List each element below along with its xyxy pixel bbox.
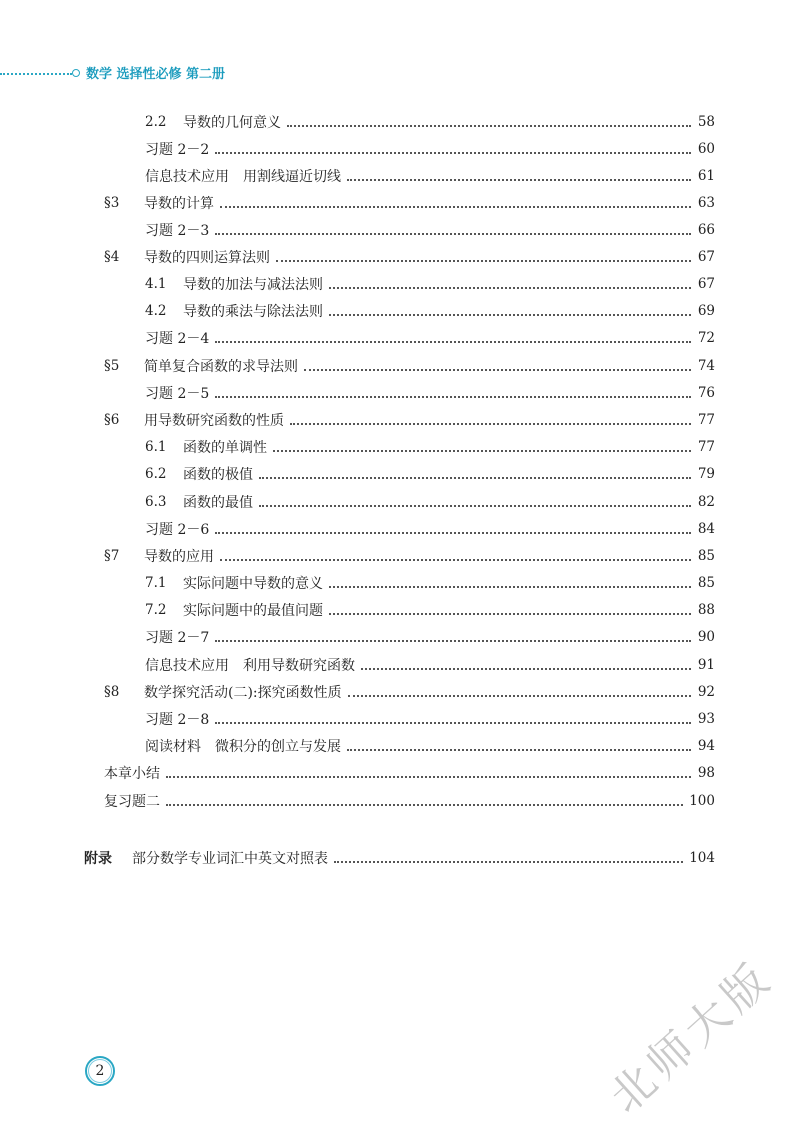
toc-entry-page: 67 (697, 276, 715, 292)
toc-entry[interactable] (104, 355, 715, 377)
toc-entry-page: 66 (697, 222, 715, 238)
toc-entry-number: §3 (104, 195, 120, 211)
toc-entry-title: 导数的加法与减法法则 (183, 277, 323, 293)
toc-entry-title: 导数的几何意义 (183, 115, 281, 131)
leader-dots (273, 450, 691, 452)
toc-entry-page: 100 (689, 793, 715, 809)
toc-entry-number: §8 (104, 684, 120, 700)
leader-dots (259, 477, 691, 479)
toc-entry-page: 60 (697, 141, 715, 157)
toc-entry[interactable] (145, 572, 715, 594)
toc-entry-title: 本章小结 (104, 766, 160, 782)
toc-entry[interactable] (145, 138, 715, 160)
leader-dots (347, 749, 691, 751)
leader-dots (329, 314, 691, 316)
toc-entry-number: §6 (104, 412, 120, 428)
leader-dots (276, 260, 691, 262)
toc-entry-page: 82 (697, 494, 715, 510)
toc-entry-title: 习题 2－6 (145, 522, 210, 538)
toc-entry[interactable] (145, 165, 715, 187)
toc-entry-title: 用导数研究函数的性质 (144, 413, 284, 429)
toc-entry-page: 63 (697, 195, 715, 211)
toc-entry-page: 69 (697, 303, 715, 319)
leader-dots (215, 396, 691, 398)
toc-entry-page: 93 (697, 711, 715, 727)
toc-entry-title: 函数的单调性 (183, 440, 267, 456)
toc-entry[interactable] (145, 708, 715, 730)
toc-entry-title: 实际问题中的最值问题 (183, 603, 323, 619)
toc-entry-title: 阅读材料 微积分的创立与发展 (145, 739, 341, 755)
svg-text:北师大版: 北师大版 (600, 951, 783, 1124)
leader-dots (334, 861, 683, 863)
leader-dots (259, 505, 691, 507)
toc-entry[interactable] (104, 409, 715, 431)
toc-entry-title: 导数的四则运算法则 (144, 250, 270, 266)
toc-entry-page: 84 (697, 521, 715, 537)
toc-entry-title: 导数的计算 (144, 196, 214, 212)
toc-entry[interactable] (104, 246, 715, 268)
toc-entry-page: 58 (697, 114, 715, 130)
toc-entry-page: 77 (697, 412, 715, 428)
toc-entry-page: 67 (697, 249, 715, 265)
toc-entry[interactable] (104, 790, 715, 812)
header-circle-ornament (72, 69, 80, 77)
toc-entry-title: 复习题二 (104, 794, 160, 810)
toc-entry-title: 实际问题中导数的意义 (183, 576, 323, 592)
toc-appendix-entry[interactable] (84, 847, 715, 869)
toc-entry-page: 98 (697, 765, 715, 781)
leader-dots (215, 341, 691, 343)
toc-entry-page: 91 (697, 657, 715, 673)
toc-entry-number: 6.3 (145, 494, 167, 510)
publisher-watermark (585, 935, 794, 1125)
leader-dots (220, 559, 691, 561)
toc-entry[interactable] (145, 518, 715, 540)
toc-entry-page: 94 (697, 738, 715, 754)
toc-entry[interactable] (145, 626, 715, 648)
toc-entry-number: 7.2 (145, 602, 167, 618)
leader-dots (215, 640, 691, 642)
toc-entry[interactable] (145, 327, 715, 349)
toc-entry[interactable] (145, 300, 715, 322)
toc-entry-title: 导数的应用 (144, 549, 214, 565)
toc-entry-number: 2.2 (145, 114, 167, 130)
toc-entry-page: 61 (697, 168, 715, 184)
page-number-badge (85, 1056, 115, 1086)
leader-dots (347, 179, 691, 181)
leader-dots (304, 369, 691, 371)
toc-entry-title: 习题 2－2 (145, 142, 210, 158)
toc-entry-title: 习题 2－8 (145, 712, 210, 728)
leader-dots (166, 776, 691, 778)
header-title: 数学 选择性必修 第二册 (86, 67, 226, 82)
leader-dots (348, 695, 691, 697)
leader-dots (166, 804, 683, 806)
toc-entry-page: 79 (697, 466, 715, 482)
toc-entry-page: 88 (697, 602, 715, 618)
toc-entry-page: 92 (697, 684, 715, 700)
toc-entry-title: 函数的极值 (183, 467, 253, 483)
toc-entry[interactable] (104, 545, 715, 567)
toc-entry[interactable] (104, 681, 715, 703)
leader-dots (329, 287, 691, 289)
header-dotted-rule (0, 73, 72, 75)
toc-entry-page: 72 (697, 330, 715, 346)
leader-dots (215, 233, 691, 235)
toc-entry-title: 部分数学专业词汇中英文对照表 (132, 851, 328, 867)
toc-entry[interactable] (145, 654, 715, 676)
toc-entry-number: §4 (104, 249, 120, 265)
toc-entry-title: 习题 2－3 (145, 223, 210, 239)
watermark-graphic (585, 935, 794, 1125)
toc-entry-title: 习题 2－4 (145, 331, 210, 347)
toc-entry[interactable] (145, 599, 715, 621)
leader-dots (215, 532, 691, 534)
leader-dots (220, 206, 691, 208)
toc-entry[interactable] (145, 735, 715, 757)
toc-entry-page: 76 (697, 385, 715, 401)
leader-dots (215, 152, 691, 154)
toc-entry-title: 函数的最值 (183, 495, 253, 511)
toc-entry-number: §5 (104, 358, 120, 374)
toc-entry[interactable] (145, 111, 715, 133)
toc-entry-title: 数学探究活动(二):探究函数性质 (144, 685, 342, 701)
toc-entry[interactable] (145, 219, 715, 241)
leader-dots (290, 423, 691, 425)
toc-entry-title: 习题 2－7 (145, 630, 210, 646)
leader-dots (361, 668, 691, 670)
toc-entry[interactable] (145, 273, 715, 295)
toc-entry[interactable] (104, 762, 715, 784)
appendix-label: 附录 (84, 851, 112, 867)
toc-entry-number: 4.2 (145, 303, 167, 319)
toc-entry-number: 6.2 (145, 466, 167, 482)
leader-dots (329, 586, 691, 588)
toc-entry-title: 习题 2－5 (145, 386, 210, 402)
toc-entry[interactable] (104, 192, 715, 214)
page-number: 2 (88, 1059, 112, 1083)
toc-entry-title: 信息技术应用 利用导数研究函数 (145, 658, 355, 674)
toc-entry-page: 74 (697, 358, 715, 374)
toc-entry-number: 6.1 (145, 439, 167, 455)
leader-dots (215, 722, 691, 724)
toc-entry-title: 信息技术应用 用割线逼近切线 (145, 169, 341, 185)
toc-entry[interactable] (145, 463, 715, 485)
toc-entry[interactable] (145, 436, 715, 458)
toc-entry-title: 导数的乘法与除法法则 (183, 304, 323, 320)
toc-entry-title: 简单复合函数的求导法则 (144, 359, 298, 375)
toc-entry-page: 90 (697, 629, 715, 645)
toc-entry-number: 4.1 (145, 276, 167, 292)
toc-entry-page: 85 (697, 548, 715, 564)
toc-entry-number: §7 (104, 548, 120, 564)
leader-dots (287, 125, 691, 127)
toc-entry-number: 7.1 (145, 575, 167, 591)
toc-entry[interactable] (145, 382, 715, 404)
running-header (0, 62, 794, 86)
toc-entry[interactable] (145, 491, 715, 513)
leader-dots (329, 613, 691, 615)
toc-entry-page: 104 (689, 850, 715, 866)
toc-entry-page: 77 (697, 439, 715, 455)
toc-entry-page: 85 (697, 575, 715, 591)
